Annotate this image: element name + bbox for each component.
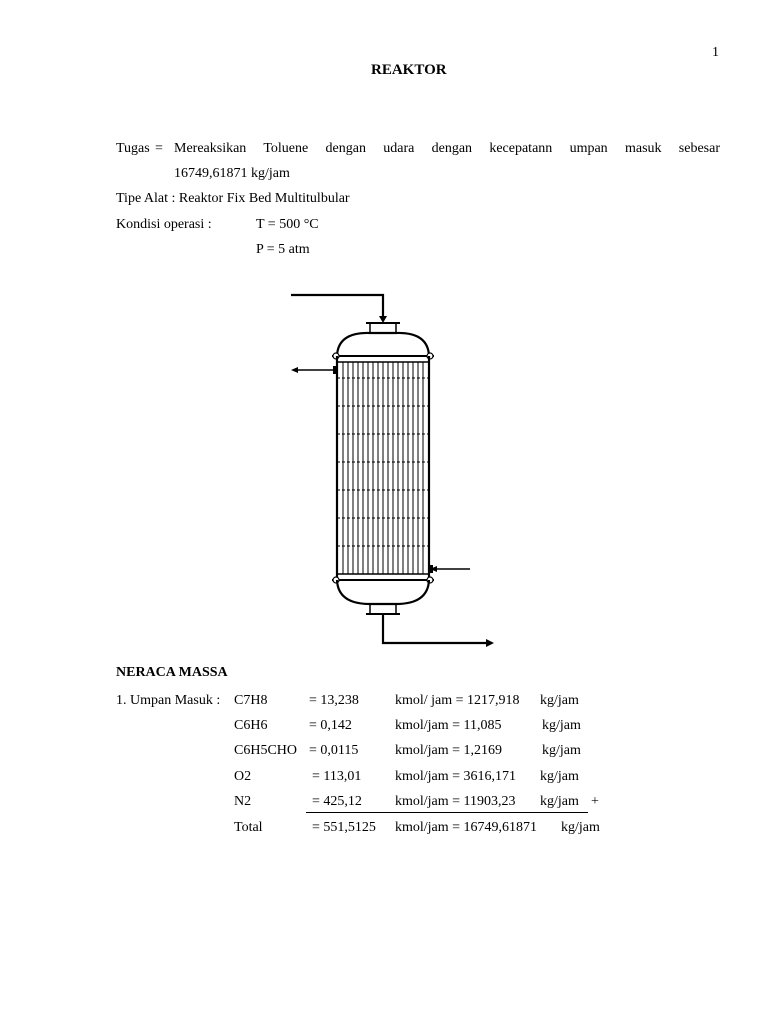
kg-unit: kg/jam: [540, 769, 579, 784]
neraca-heading: NERACA MASSA: [116, 665, 228, 680]
total-label: Total: [234, 820, 263, 835]
kg-value: kmol/jam = 3616,171: [395, 769, 517, 784]
kondisi-temperature: T = 500 °C: [256, 217, 319, 232]
kg-unit: kg/jam: [540, 693, 579, 708]
umpan-label: 1. Umpan Masuk :: [116, 693, 221, 708]
component-name: N2: [234, 794, 252, 809]
sum-rule: [306, 812, 588, 813]
component-name: C7H8: [234, 693, 268, 708]
tugas-eq: =: [155, 141, 163, 156]
page-title: REAKTOR: [371, 62, 447, 78]
component-name: C6H5CHO: [234, 743, 298, 758]
component-name: O2: [234, 769, 252, 784]
kmol-value: = 113,01: [312, 769, 362, 784]
kg-value: kmol/jam = 11903,23: [395, 794, 516, 809]
kg-unit: kg/jam: [542, 743, 581, 758]
total-kmol: = 551,5125: [312, 820, 376, 835]
tipe-alat: Tipe Alat : Reaktor Fix Bed Multitulbular: [116, 191, 350, 206]
sum-operator: +: [591, 794, 599, 809]
component-name: C6H6: [234, 718, 268, 733]
kondisi-pressure: P = 5 atm: [256, 242, 310, 257]
kmol-value: = 0,0115: [309, 743, 359, 758]
kg-value: kmol/ jam = 1217,918: [395, 693, 520, 708]
tugas-line2: 16749,61871 kg/jam: [174, 166, 290, 181]
total-kg-unit: kg/jam: [561, 820, 600, 835]
kmol-value: = 425,12: [312, 794, 362, 809]
kmol-value: = 13,238: [309, 693, 359, 708]
kg-value: kmol/jam = 1,2169: [395, 743, 503, 758]
tugas-line1: Mereaksikan Toluene dengan udara dengan kecepatann umpan masuk sebesar: [174, 141, 720, 156]
kondisi-label: Kondisi operasi :: [116, 217, 212, 232]
kg-unit: kg/jam: [540, 794, 579, 809]
page-number: 1: [712, 45, 719, 60]
kg-unit: kg/jam: [542, 718, 581, 733]
tugas-label: Tugas: [116, 141, 150, 156]
kg-value: kmol/jam = 11,085: [395, 718, 502, 733]
total-kg: kmol/jam = 16749,61871: [395, 820, 538, 835]
kmol-value: = 0,142: [309, 718, 352, 733]
